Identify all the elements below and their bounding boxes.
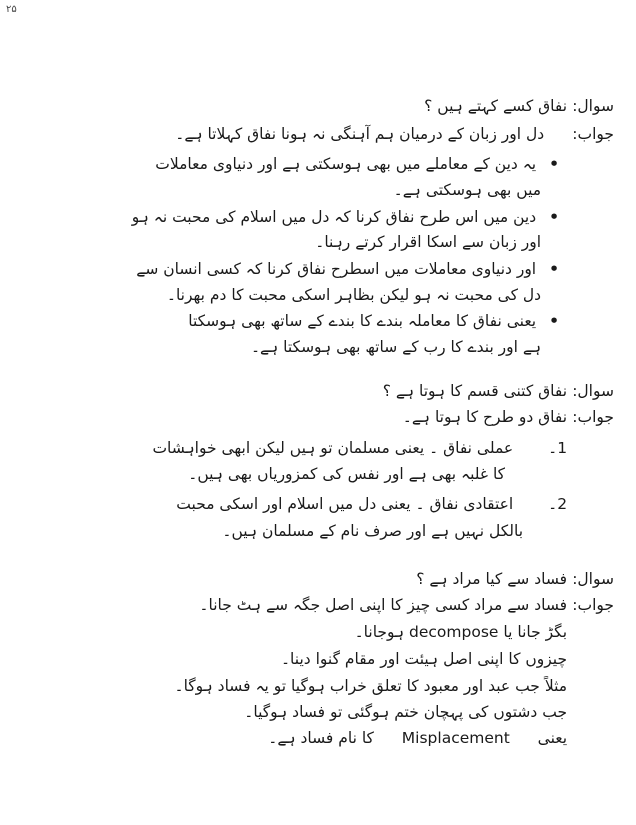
answer-text: جب دشتوں کی پہچان ختم ہوگئی تو فساد ہوگیا۔ [244, 703, 568, 721]
answer-3-line-5 [14, 702, 614, 722]
answer-text: بگڑ جانا یا [503, 623, 568, 641]
answer-2-line [14, 407, 614, 427]
bullet-text: دل کی محبت نہ ہو لیکن بظاہر اسکی محبت کا دم بھرنا۔ [166, 286, 542, 304]
item-2-line-2 [14, 521, 614, 541]
bullet-2-line-1 [14, 207, 614, 227]
question-label: سوال: [572, 570, 614, 588]
answer-3-line-6 [14, 728, 614, 748]
answer-3-line-4 [14, 676, 614, 696]
bullet-icon: • [549, 260, 560, 278]
question-label: سوال: [572, 382, 614, 400]
bullet-3-line-2 [14, 285, 614, 305]
bullet-4-line-1 [14, 311, 614, 331]
item-text: اعتقادی نفاق ۔ یعنی دل میں اسلام اور اسکی محبت [176, 495, 514, 513]
answer-3-line-3 [14, 649, 614, 669]
item-text: بالکل نہیں ہے اور صرف نام کے مسلمان ہیں۔ [222, 522, 524, 540]
answer-3-line [14, 595, 614, 615]
english-term: Misplacement [401, 729, 510, 747]
question-2-line [14, 381, 614, 401]
item-number: 1۔ [548, 439, 568, 457]
bullet-1-line-1 [14, 154, 614, 174]
answer-1-line [14, 124, 614, 144]
item-1-line-1 [14, 438, 614, 458]
answer-text: ہوجانا۔ [354, 623, 405, 641]
english-term: decompose [409, 623, 499, 641]
bullet-icon: • [549, 208, 560, 226]
bullet-2-line-2 [14, 232, 614, 252]
answer-3-line-2 [14, 622, 614, 642]
question-label: سوال: [572, 97, 614, 115]
item-text: کا غلبہ بھی ہے اور نفس کی کمزوریاں بھی ہیں۔ [188, 465, 506, 483]
bullet-text: ہے اور بندے کا رب کے ساتھ بھی ہوسکتا ہے۔ [250, 338, 542, 356]
page-number: ۲۵ [6, 4, 17, 15]
answer-text: فساد سے مراد کسی چیز کا اپنی اصل جگہ سے ہٹ جانا۔ [199, 596, 568, 614]
answer-text: یعنی [537, 729, 568, 747]
bullet-icon: • [549, 312, 560, 330]
item-text: عملی نفاق ۔ یعنی مسلمان تو ہیں لیکن ابھی خواہشات [152, 439, 514, 457]
item-2-line-1 [14, 494, 614, 514]
bullet-text: یعنی نفاق کا معاملہ بندے کا بندے کے ساتھ بھی ہوسکتا [188, 312, 537, 330]
question-text: نفاق کسے کہتے ہیں ؟ [424, 97, 568, 115]
item-1-line-2 [14, 464, 614, 484]
item-number: 2۔ [548, 495, 568, 513]
answer-text: دل اور زبان کے درمیان ہم آہنگی نہ ہونا نفاق کہلاتا ہے۔ [175, 125, 545, 143]
bullet-4-line-2 [14, 337, 614, 357]
bullet-text: اور دنیاوی معاملات میں اسطرح نفاق کرنا کہ کسی انسان سے [136, 260, 537, 278]
bullet-text: یہ دین کے معاملے میں بھی ہوسکتی ہے اور دنیاوی معاملات [155, 155, 537, 173]
answer-text: کا نام فساد ہے۔ [268, 729, 374, 747]
answer-label: جواب: [572, 408, 614, 426]
bullet-1-line-2 [14, 180, 614, 200]
answer-text: مثلاً جب عبد اور معبود کا تعلق خراب ہوگیا تو یہ فساد ہوگا۔ [174, 677, 568, 695]
bullet-text: میں بھی ہوسکتی ہے۔ [393, 181, 542, 199]
question-1-line [14, 96, 614, 116]
bullet-text: اور زبان سے اسکا اقرار کرتے رہنا۔ [315, 233, 542, 251]
answer-text: چیزوں کا اپنی اصل ہیئت اور مقام گنوا دینا۔ [280, 650, 568, 668]
bullet-3-line-1 [14, 259, 614, 279]
answer-label: جواب: [572, 125, 614, 143]
bullet-text: دین میں اس طرح نفاق کرنا کہ دل میں اسلام کی محبت نہ ہو [131, 208, 537, 226]
question-3-line [14, 569, 614, 589]
question-text: نفاق کتنی قسم کا ہوتا ہے ؟ [382, 382, 568, 400]
answer-text: نفاق دو طرح کا ہوتا ہے۔ [402, 408, 568, 426]
question-text: فساد سے کیا مراد ہے ؟ [416, 570, 568, 588]
answer-label: جواب: [572, 596, 614, 614]
bullet-icon: • [549, 155, 560, 173]
